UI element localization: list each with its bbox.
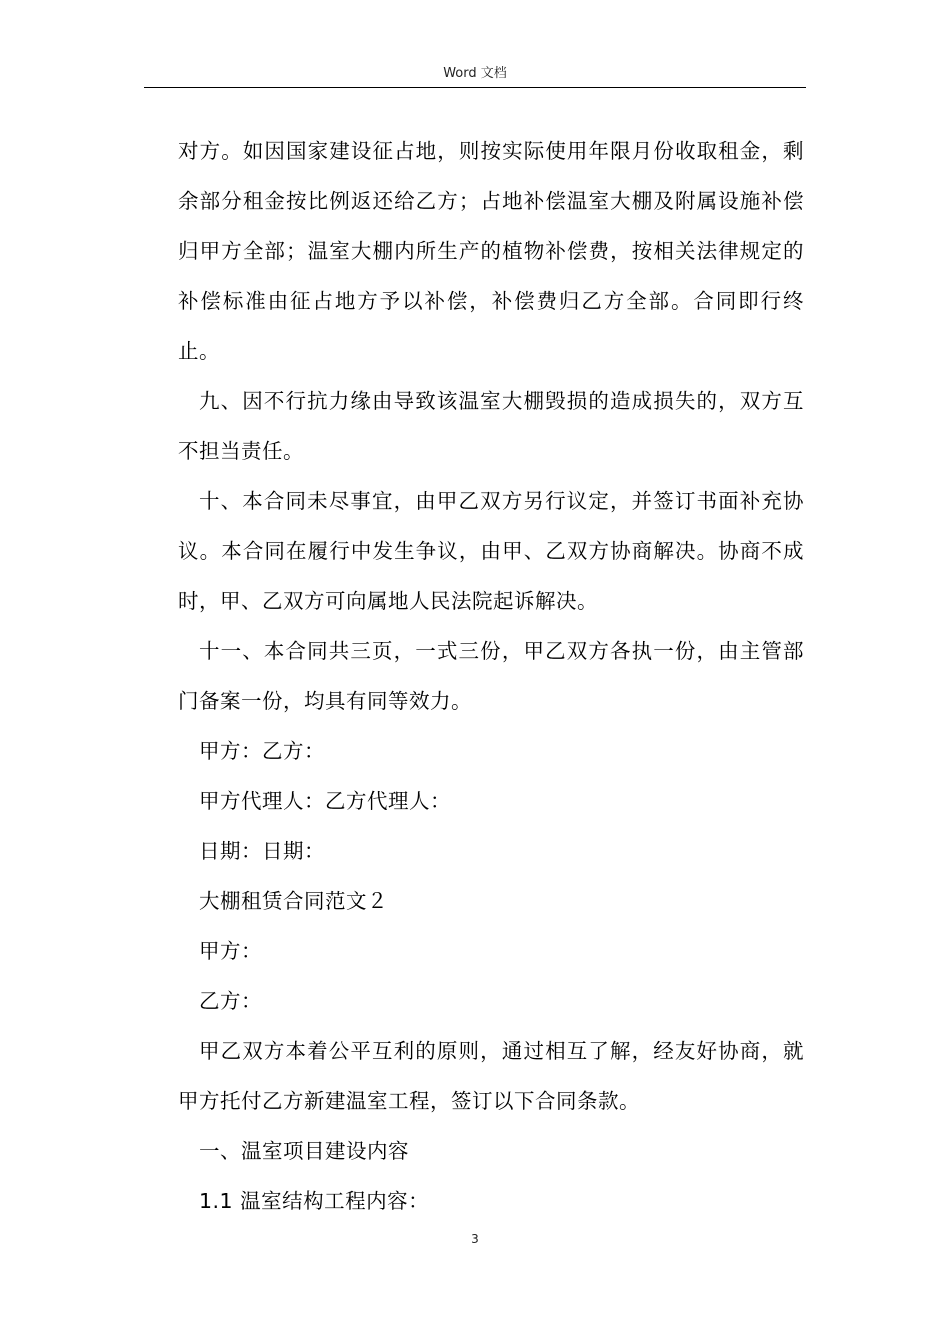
clause-nine: 九、因不行抗力缘由导致该温室大棚毁损的造成损失的，双方互不担当责任。: [178, 389, 804, 463]
paragraph-continuation: 对方。如因国家建设征占地，则按实际使用年限月份收取租金，剩余部分租金按比例返还给乙方；占地补偿温室大棚及附属设施补偿归甲方全部；温室大棚内所生产的植物补偿费，按相关法律规定的补偿标准由征占地方予以补偿，补偿费归乙方全部。合同即行终止。: [178, 139, 804, 363]
clause-ten: 十、本合同未尽事宜，由甲乙双方另行议定，并签订书面补充协议。本合同在履行中发生争议，由甲、乙双方协商解决。协商不成时，甲、乙双方可向属地人民法院起诉解决。: [178, 489, 804, 613]
page-header: Word 文档: [443, 66, 507, 81]
page-number: 3: [471, 1232, 479, 1246]
party-a-label: 甲方：: [199, 939, 262, 963]
header-divider: [144, 87, 806, 88]
section-title: 大棚租赁合同范文２: [199, 889, 388, 913]
preamble-paragraph: 甲乙双方本着公平互利的原则，通过相互了解，经友好协商，就甲方托付乙方新建温室工程，签订以下合同条款。: [178, 1039, 804, 1113]
clause-eleven: 十一、本合同共三页，一式三份，甲乙双方各执一份，由主管部门备案一份，均具有同等效力。: [178, 639, 804, 713]
heading-project-content: 一、温室项目建设内容: [199, 1139, 409, 1163]
signature-agents: 甲方代理人：乙方代理人：: [199, 789, 451, 813]
party-b-label: 乙方：: [199, 989, 262, 1013]
subheading-structure-works: 1.1 温室结构工程内容：: [199, 1189, 430, 1213]
signature-parties: 甲方：乙方：: [199, 739, 325, 763]
document-body: [178, 126, 804, 1226]
signature-dates: 日期：日期：: [199, 839, 325, 863]
